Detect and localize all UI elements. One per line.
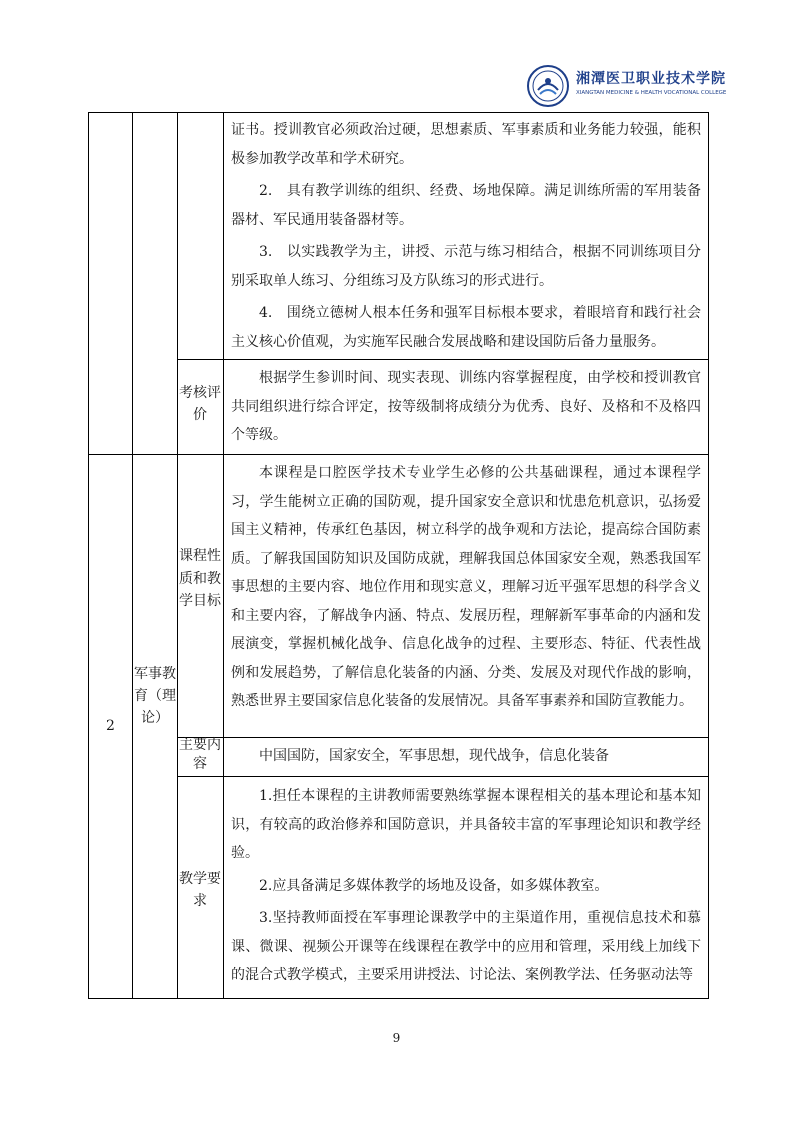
requirement-paragraph: 4. 围绕立德树人根本任务和强军目标根本要求，着眼培育和践行社会主义核心价值观，为实施军民融合发展战略和建设国防后备力量服务。 (231, 305, 701, 350)
college-logo (526, 64, 726, 108)
row-index: 2 (106, 718, 115, 734)
requirement-paragraph: 2. 具有教学训练的组织、经费、场地保障。满足训练所需的军用装备器材、军民通用装备器材等。 (231, 183, 701, 228)
assessment-label: 考核评价 (179, 385, 221, 423)
content-label: 主要内容 (179, 737, 221, 772)
requirements-cell (231, 116, 701, 360)
content-cell (231, 742, 701, 775)
college-name-en: XIANGTAN MEDICINE & HEALTH VOCATIONAL COLLEGE (576, 90, 727, 96)
table-divider (132, 112, 133, 999)
college-name-cn: 湘潭医卫职业技术学院 (576, 71, 726, 87)
teaching-paragraph: 3.坚持教师面授在军事理论课教学中的主渠道作用，重视信息技术和慕课、微课、视频公开课等在线课程在教学中的应用和管理，采用线上加线下的混合式教学模式，主要采用讲授法、讨论法、案例教学法、任务驱动法等 (231, 910, 701, 983)
table-divider (177, 776, 709, 777)
teaching-paragraph: 1.担任本课程的主讲教师需要熟练掌握本课程相关的基本理论和基本知识，有较高的政治修养和国防意识，并具备较丰富的军事理论知识和教学经验。 (231, 788, 701, 861)
teaching-label: 教学要求 (179, 871, 221, 909)
teaching-cell (231, 782, 701, 994)
course-name: 军事教育（理论） (134, 666, 176, 726)
table-divider (223, 112, 224, 999)
nature-label: 课程性质和教学目标 (179, 548, 221, 609)
assessment-cell (231, 364, 701, 454)
content-text: 中国国防，国家安全，军事思想，现代战争，信息化装备 (259, 748, 609, 764)
page-number: 9 (392, 1031, 401, 1045)
requirement-paragraph: 3. 以实践教学为主，讲授、示范与练习相结合，根据不同训练项目分别采取单人练习、分组练习及方队练习的形式进行。 (231, 244, 701, 289)
assessment-text: 根据学生参训时间、现实表现、训练内容掌握程度，由学校和授训教官共同组织进行综合评定，按等级制将成绩分为优秀、良好、及格和不及格四个等级。 (231, 370, 701, 443)
teaching-paragraph: 2.应具备满足多媒体教学的场地及设备，如多媒体教室。 (259, 877, 609, 894)
table-divider (177, 737, 709, 738)
nature-text: 本课程是口腔医学技术专业学生必修的公共基础课程，通过本课程学习，学生能树立正确的国防观，提升国家安全意识和忧患危机意识，弘扬爱国主义精神，传承红色基因，树立科学的战争观和方法论，提高综合国防素质。了解我国国防知识及国防成就，理解我国总体国家安全观，熟悉我国军事思想的主要内容、地位作用和现实意义，理解习近平强军思想的科学含义和主要内容，了解战争内涵、特点、发展历程，理解新军事革命的内涵和发展演变，掌握机械化战争、信息化战争的过程、主要形态、特征、代表性战例和发展趋势，了解信息化装备的内涵、分类、发展及对现代作战的影响，熟悉世界主要国家信息化装备的发展情况。具备军事素养和国防宣教能力。 (231, 465, 701, 709)
nature-cell (231, 459, 701, 716)
college-seal-icon (526, 64, 570, 108)
table-divider (88, 454, 709, 455)
requirement-paragraph: 证书。授训教官必须政治过硬，思想素质、军事素质和业务能力较强，能积极参加教学改革和学术研究。 (231, 122, 701, 167)
table-divider (177, 112, 178, 999)
